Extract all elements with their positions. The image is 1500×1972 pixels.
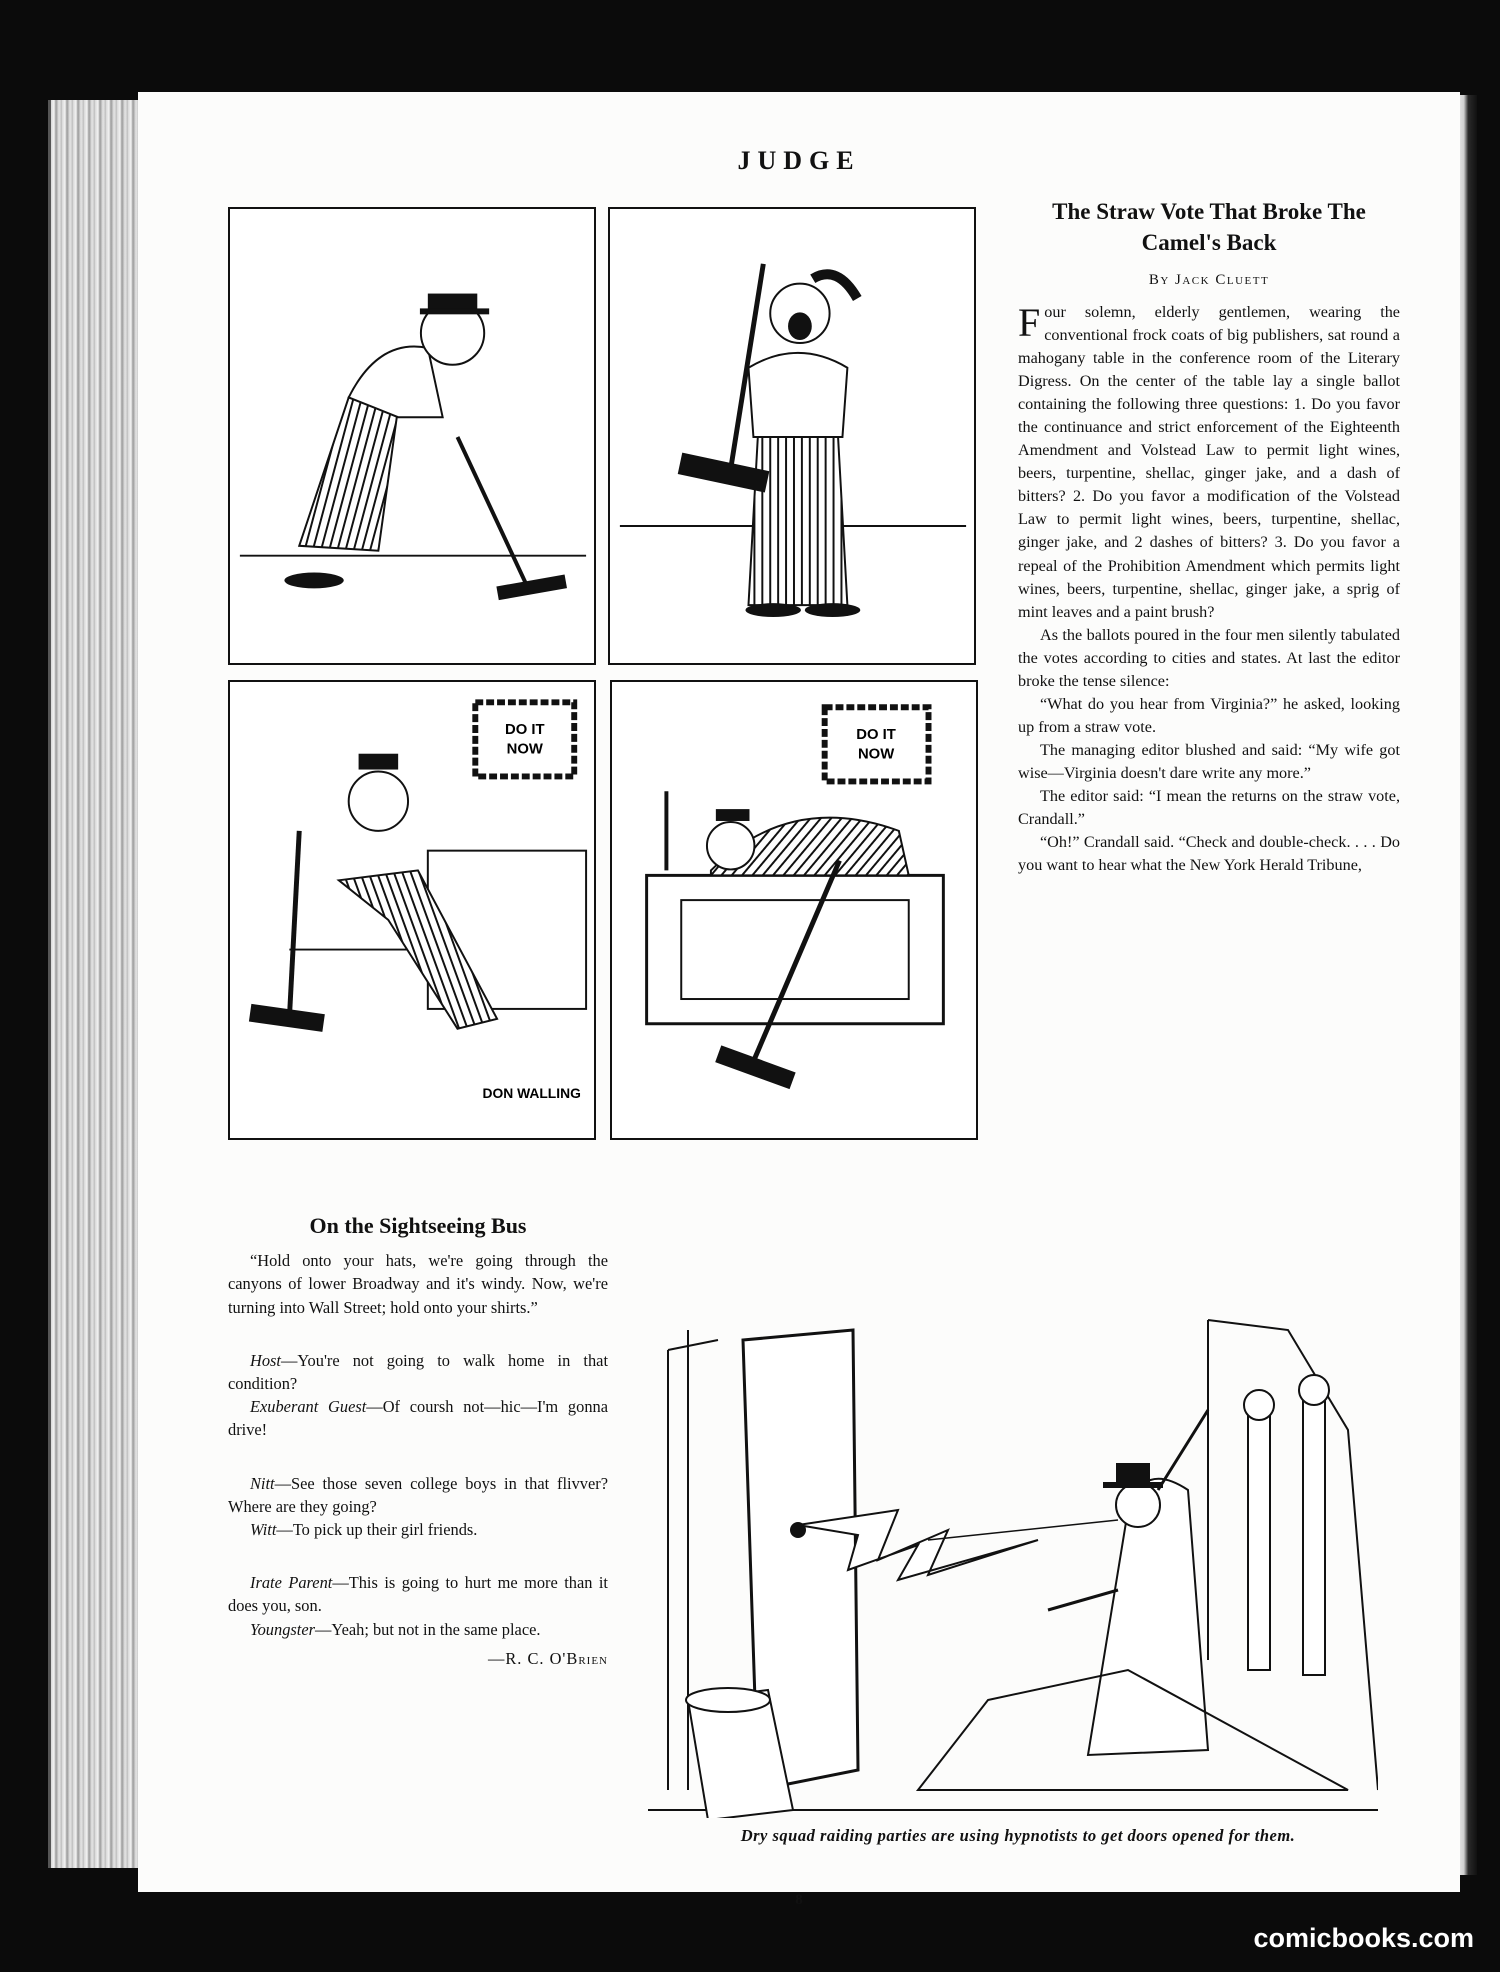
article-body xyxy=(1018,301,1400,877)
yawning-man-illustration xyxy=(610,209,974,663)
jokes-title: On the Sightseeing Bus xyxy=(309,1213,527,1238)
book-page-stack xyxy=(48,100,146,1868)
straw-vote-article xyxy=(1018,196,1400,877)
sign-text-3: DO IT xyxy=(504,721,545,738)
svg-text:NOW: NOW xyxy=(857,746,895,763)
jokes-credit: —R. C. O'Brien xyxy=(487,1648,608,1668)
running-head: JUDGE xyxy=(737,146,861,175)
cartoonist-signature: DON WALLING xyxy=(482,1084,581,1101)
drop-cap: F xyxy=(1018,300,1041,345)
article-paragraph-4: The managing editor blushed and said: “My wife got wise—Virginia doesn't dare write any more.” xyxy=(1018,740,1400,782)
sightseeing-jokes xyxy=(228,1214,608,1670)
comic-panel-2 xyxy=(608,207,976,665)
cartoon-caption: Dry squad raiding parties are using hypnotists to get doors opened for them. xyxy=(740,1826,1296,1845)
article-title: The Straw Vote That Broke The Camel's Back xyxy=(1052,199,1366,255)
article-paragraph-6: “Oh!” Crandall said. “Check and double-check. . . . Do you want to hear what the New York Herald Tribune, xyxy=(1018,833,1400,875)
article-paragraph-3: “What do you hear from Virginia?” he asked, looking up from a straw vote. xyxy=(1018,694,1400,736)
comic-panel-3 xyxy=(228,680,596,1140)
nitt-line: Nitt—See those seven college boys in that flivver? Where are they going? xyxy=(228,1473,608,1516)
svg-text:NOW: NOW xyxy=(506,741,543,758)
guest-line: Exuberant Guest—Of coursh not—hic—I'm gonna drive! xyxy=(228,1397,608,1440)
article-paragraph-2: As the ballots poured in the four men silently tabulated the votes according to cities and states. At last the editor broke the tense silence: xyxy=(1018,625,1400,690)
host-line: Host—You're not going to walk home in that condition? xyxy=(228,1350,608,1394)
sleeping-on-desk-illustration xyxy=(612,682,976,1138)
sign-text-4: DO IT xyxy=(856,726,896,743)
article-paragraph-1: Four solemn, elderly gentlemen, wearing the conventional frock coats of big publishers, sat round a mahogany table in the conference room of the Literary Digress. On the center of the table lay a single ballot containing the following three questions: 1. Do you favor the continuance and strict enforcement of the Eighteenth Amendment and Volstead Law to permit light wines, beers, turpentine, shellac, ginger jake, and a dash of bitters? 2. Do you favor a modification of the Volstead Law to permit light wines, beers, turpentine, shellac, ginger jake, and 2 dashes of bitters? 3. Do you favor a repeal of the Prohibition Amendment which permits light wines, beers, turpentine, shellac, ginger jake, a sprig of mint leaves and a paint brush? xyxy=(1018,300,1400,621)
hypnotist-cartoon xyxy=(648,1230,1378,1818)
hypnotist-cartoon-illustration xyxy=(648,1230,1378,1818)
magazine-page xyxy=(138,92,1460,1908)
bus-joke: “Hold onto your hats, we're going through the canyons of lower Broadway and it's windy. Now, we're turning into Wall Street; hold onto your shirts.” xyxy=(228,1251,608,1317)
leaning-on-desk-illustration xyxy=(230,682,594,1138)
sweeping-man-illustration xyxy=(230,209,594,663)
page-number: 8 xyxy=(795,1892,803,1908)
comic-panel-1 xyxy=(228,207,596,665)
youngster-line: Youngster—Yeah; but not in the same place. xyxy=(250,1619,541,1639)
comic-panel-4 xyxy=(610,680,978,1140)
article-byline: By Jack Cluett xyxy=(1148,272,1270,288)
witt-line: Witt—To pick up their girl friends. xyxy=(250,1520,478,1540)
watermark-text: comicbooks.com xyxy=(1253,1923,1474,1953)
parent-line: Irate Parent—This is going to hurt me more than it does you, son. xyxy=(228,1573,608,1616)
article-paragraph-5: The editor said: “I mean the returns on the straw vote, Crandall.” xyxy=(1018,786,1400,829)
